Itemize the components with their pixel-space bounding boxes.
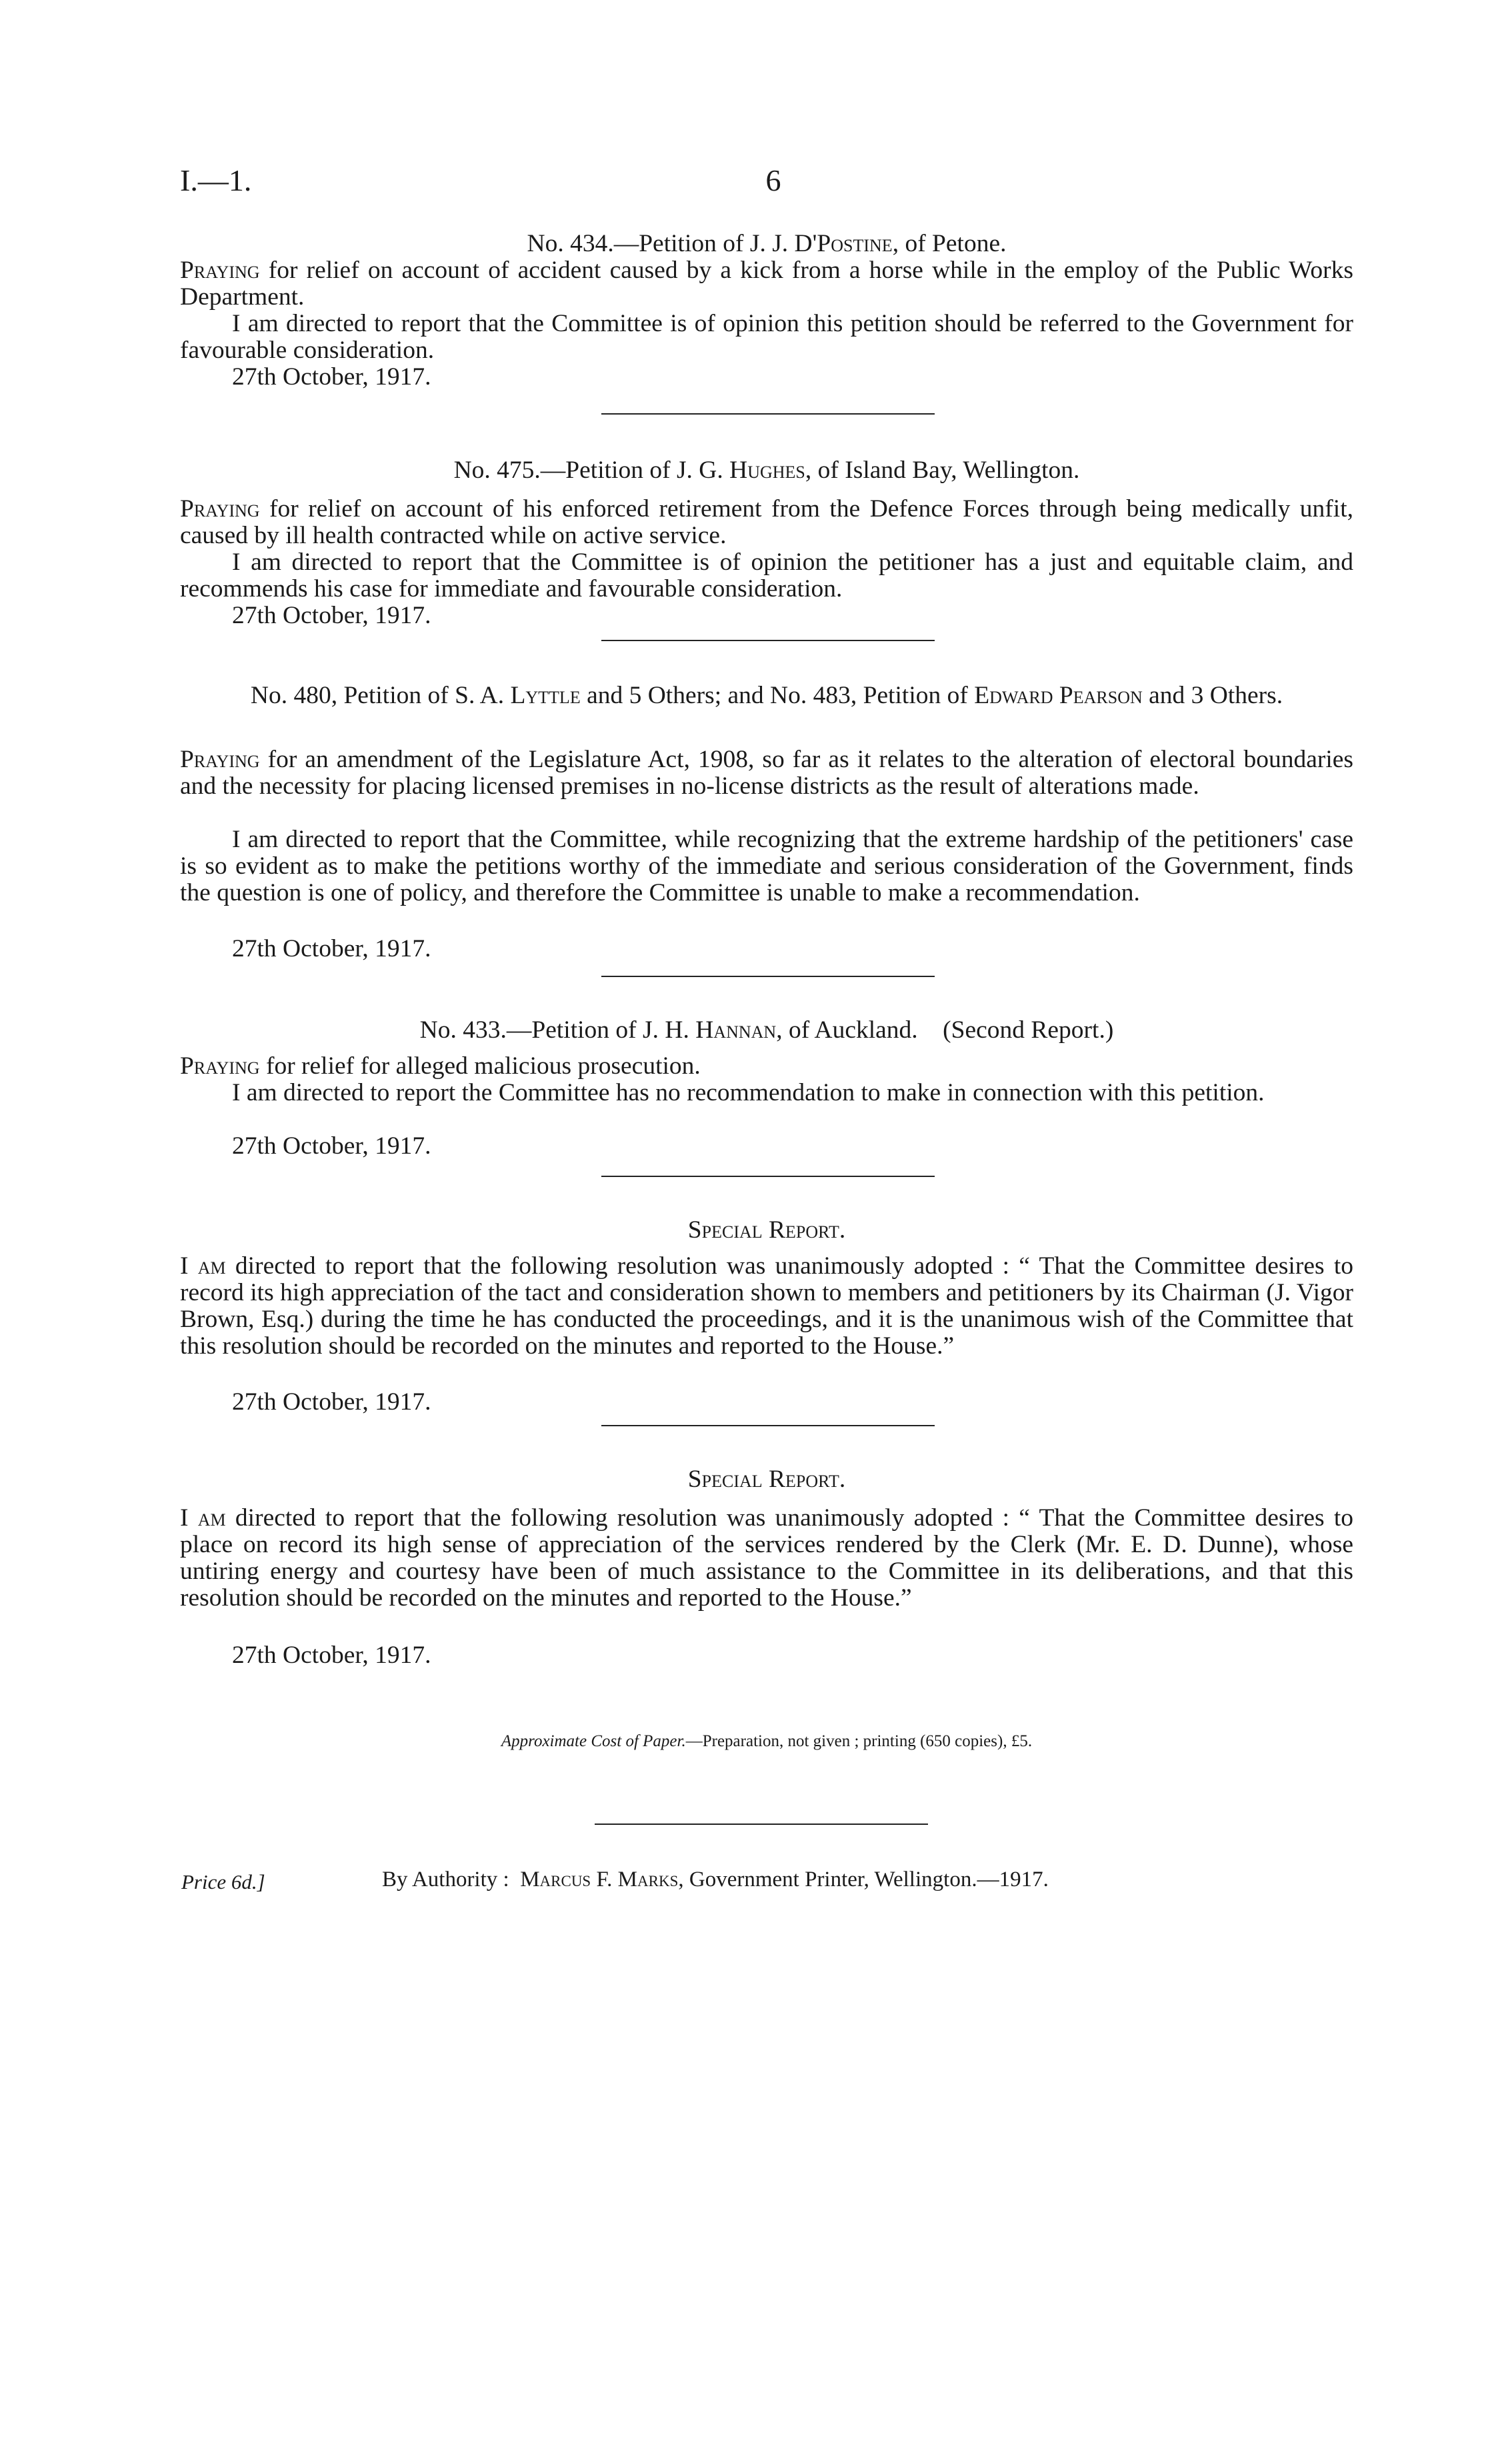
- section-divider: [601, 1425, 935, 1426]
- petition-prayer: Praying for relief on account of his enforced retirement from the Defence Forces through being medically unfit, caused by ill health contracted while on active service.: [180, 495, 1353, 549]
- section-divider: [601, 976, 935, 977]
- petition-prayer: Praying for relief for alleged malicious prosecution.: [180, 1052, 701, 1080]
- report-date: 27th October, 1917.: [232, 602, 431, 629]
- special-report-body: I am directed to report that the following resolution was unanimously adopted : “ That the Committee desires to record its high appreciation of the tact and consideration shown to members and petitioners by its Chairman (J. Vigor Brown, Esq.) during the time he has conducted the proceedings, and it is the unanimous wish of the Committee that this resolution should be recorded on the minutes and reported to the House.”: [180, 1252, 1354, 1360]
- series-label: I.—1.: [180, 163, 252, 197]
- report-date: 27th October, 1917.: [232, 1642, 431, 1669]
- special-report-body: I am directed to report that the following resolution was unanimously adopted : “ That the Committee desires to place on record its high sense of appreciation of the services rendered by the Clerk (Mr. E. D. Dunne), whose untiring energy and courtesy have been of much assistance to the Committee in its deliberations, and that this resolution should be recorded on the minutes and reported to the House.”: [180, 1504, 1354, 1612]
- section-divider: [601, 1176, 935, 1177]
- section-divider: [601, 640, 935, 641]
- petition-heading: No. 434.—Petition of J. J. D'Postine, of Petone.: [527, 230, 1007, 257]
- committee-report: I am directed to report that the Committee is of opinion this petition should be referred to the Government for favourable consideration.: [180, 310, 1353, 364]
- petition-heading: No. 480, Petition of S. A. Lyttle and 5 Others; and No. 483, Petition of Edward Pearson and 3 Others.: [250, 682, 1283, 709]
- committee-report: I am directed to report that the Committee is of opinion the petitioner has a just and equitable claim, and recommends his case for immediate and favourable consideration.: [180, 549, 1353, 603]
- petition-prayer: Praying for an amendment of the Legislature Act, 1908, so far as it relates to the alteration of electoral boundaries and the necessity for placing licensed premises in no-license districts as the result of alterations made.: [180, 746, 1353, 800]
- committee-report: I am directed to report that the Committee, while recognizing that the extreme hardship of the petitioners' case is so evident as to make the petitions worthy of the immediate and serious consideration of the Government, finds the question is one of policy, and therefore the Committee is unable to make a recommendation.: [180, 826, 1353, 906]
- report-date: 27th October, 1917.: [232, 935, 431, 962]
- cost-note: Approximate Cost of Paper.—Preparation, not given ; printing (650 copies), £5.: [501, 1732, 1033, 1750]
- printer-imprint: By Authority : Marcus F. Marks, Government Printer, Wellington.—1917.: [382, 1867, 1049, 1891]
- imprint-divider: [595, 1824, 928, 1825]
- committee-report: I am directed to report the Committee has no recommendation to make in connection with this petition.: [232, 1079, 1265, 1106]
- price-label: Price 6d.]: [181, 1870, 265, 1893]
- petition-heading: No. 475.—Petition of J. G. Hughes, of Island Bay, Wellington.: [453, 457, 1080, 484]
- petition-heading: No. 433.—Petition of J. H. Hannan, of Auckland. (Second Report.): [419, 1016, 1114, 1044]
- special-report-title: Special Report.: [687, 1216, 846, 1244]
- special-report-title: Special Report.: [687, 1466, 846, 1493]
- page-number: 6: [765, 163, 781, 197]
- petition-prayer: Praying for relief on account of accident caused by a kick from a horse while in the employ of the Public Works Department.: [180, 257, 1353, 311]
- report-date: 27th October, 1917.: [232, 1388, 431, 1416]
- report-date: 27th October, 1917.: [232, 1132, 431, 1160]
- report-date: 27th October, 1917.: [232, 363, 431, 391]
- section-divider: [601, 413, 935, 415]
